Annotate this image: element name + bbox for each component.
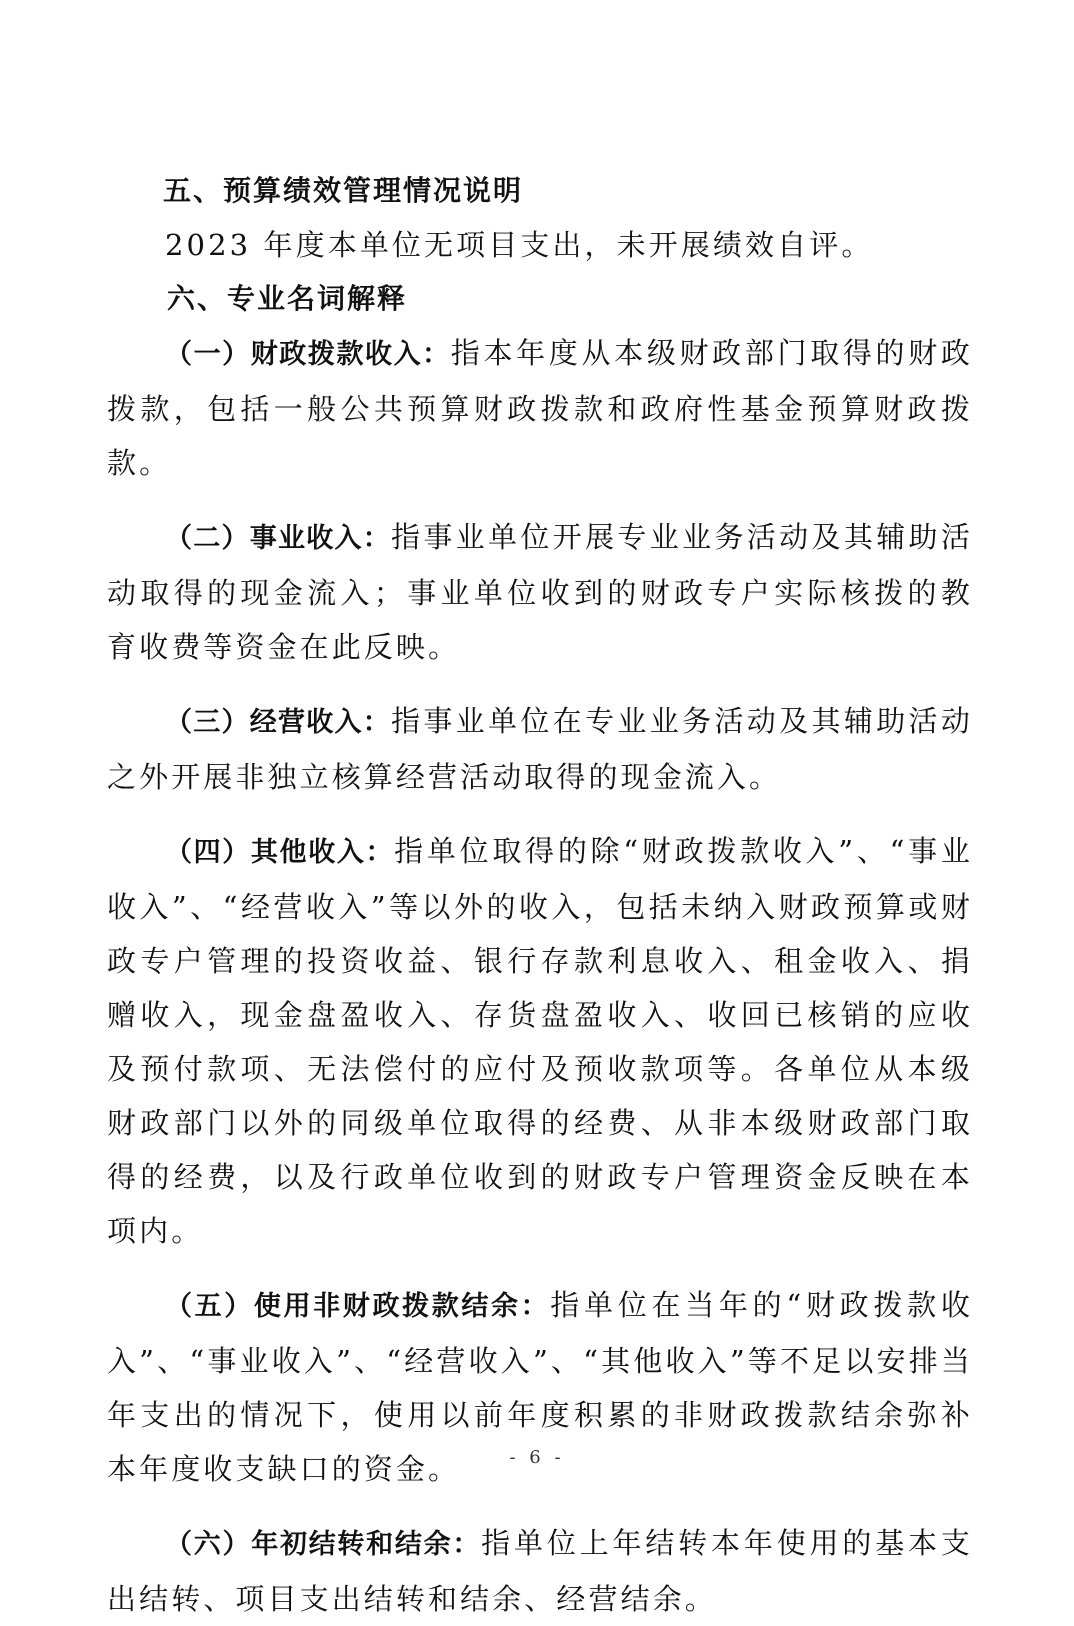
paragraph-budget-performance: 2023 年度本单位无项目支出，未开展绩效自评。 bbox=[165, 228, 874, 262]
term-definition: 指事业单位开展专业业务活动及其辅助活动取得的现金流入；事业单位收到的财政专户实际核拨的教育收费等资金在此反映。 bbox=[107, 520, 973, 664]
paragraph-term-4 bbox=[107, 824, 973, 1258]
paragraph-term-1 bbox=[107, 326, 973, 490]
term-label: （一）财政拨款收入： bbox=[165, 339, 451, 370]
page-number: - 6 - bbox=[509, 1447, 565, 1468]
term-definition: 指单位上年结转本年使用的基本支出结转、项目支出结转和结余、经营结余。 bbox=[107, 1526, 973, 1616]
term-definition: 指单位取得的除“财政拨款收入”、“事业收入”、“经营收入”等以外的收入，包括未纳入财政预算或财政专户管理的投资收益、银行存款利息收入、租金收入、捐赠收入，现金盘盈收入、存货盘盈收入、收回已核销的应收及预付款项、无法偿付的应付及预收款项等。各单位从本级财政部门以外的同级单位取得的经费、从非本级财政部门取得的经费，以及行政单位收到的财政专户管理资金反映在本项内。 bbox=[107, 834, 974, 1248]
term-definition: 指事业单位在专业业务活动及其辅助活动之外开展非独立核算经营活动取得的现金流入。 bbox=[107, 704, 973, 794]
page-content bbox=[107, 164, 973, 1626]
paragraph-term-3 bbox=[107, 694, 973, 804]
term-label: （二）事业收入： bbox=[165, 523, 391, 554]
term-definition: 指本年度从本级财政部门取得的财政拨款，包括一般公共预算财政拨款和政府性基金预算财政拨款。 bbox=[107, 336, 974, 480]
term-label: （六）年初结转和结余： bbox=[165, 1529, 482, 1560]
section-heading-terminology: 六、专业名词解释 bbox=[167, 282, 408, 315]
term-label: （四）其他收入： bbox=[165, 837, 395, 868]
paragraph-term-6 bbox=[107, 1516, 973, 1626]
paragraph-term-2 bbox=[107, 510, 973, 674]
section-heading-budget-performance: 五、预算绩效管理情况说明 bbox=[163, 174, 524, 207]
term-label: （五）使用非财政拨款结余： bbox=[165, 1291, 551, 1322]
term-definition: 指单位在当年的“财政拨款收入”、“事业收入”、“经营收入”、“其他收入”等不足以安排当年支出的情况下，使用以前年度积累的非财政拨款结余弥补本年度收支缺口的资金。 bbox=[107, 1288, 973, 1486]
term-label: （三）经营收入： bbox=[165, 707, 391, 738]
